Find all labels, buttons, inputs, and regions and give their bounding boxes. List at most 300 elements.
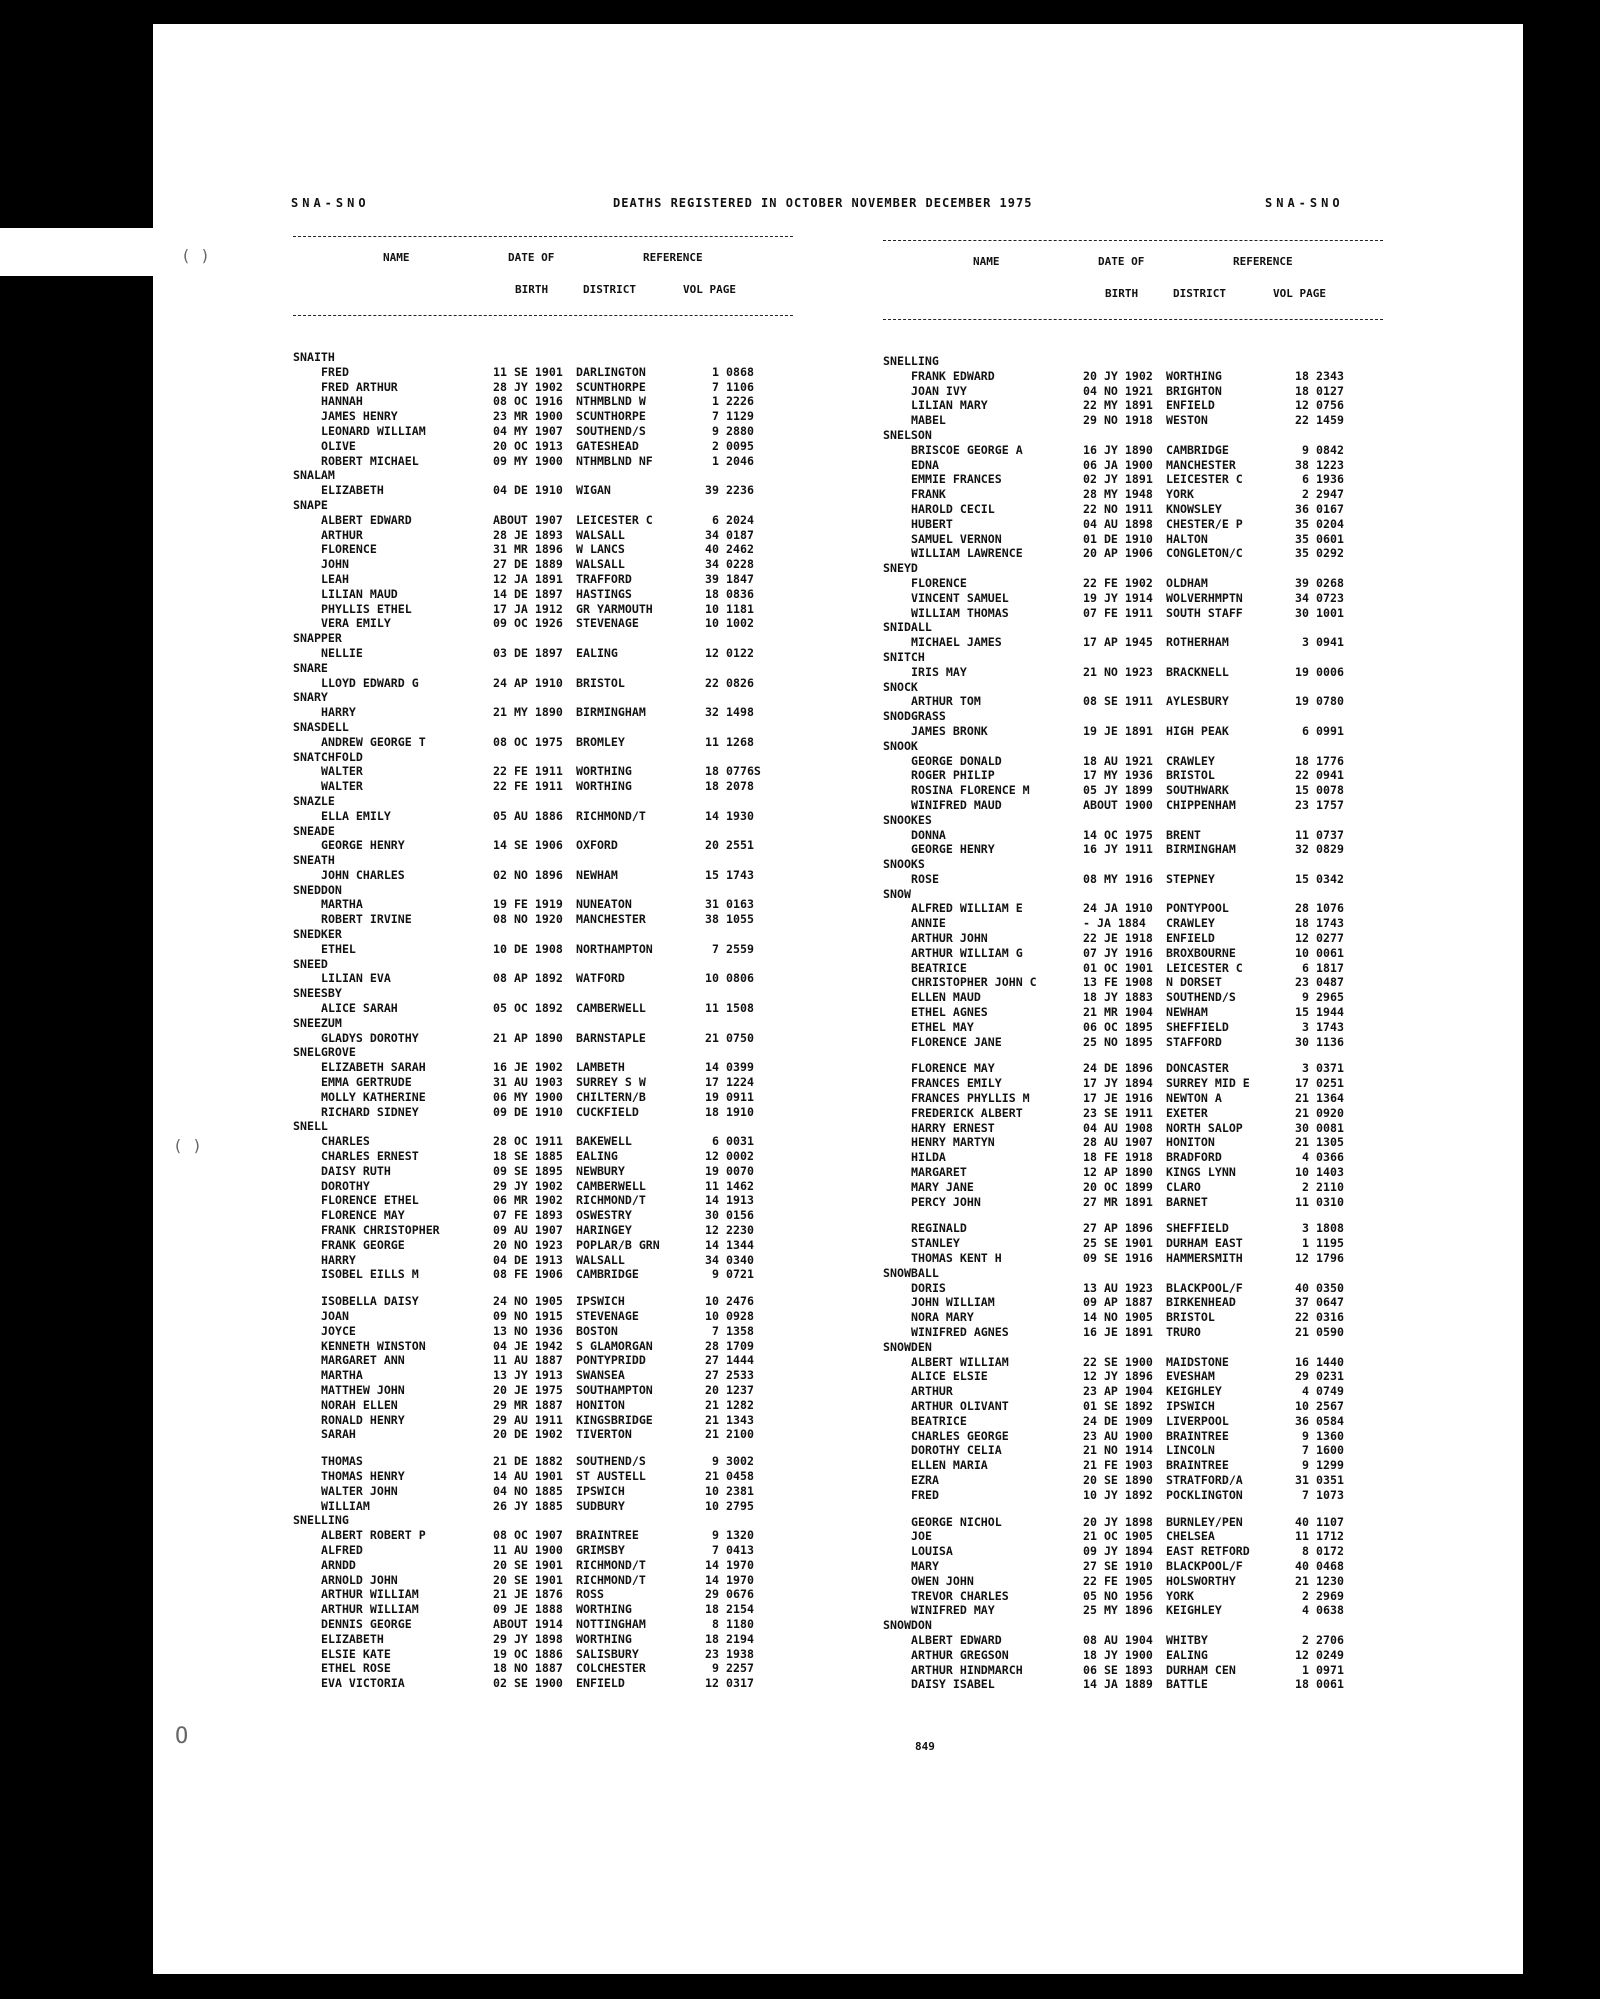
surname-heading: SNATCHFOLD (293, 749, 363, 764)
given-name: TREVOR CHARLES (911, 1588, 1009, 1603)
birth-date: 21 AP 1890 (493, 1030, 563, 1045)
surname-heading: SNOWDEN (883, 1339, 932, 1354)
death-entry (293, 1309, 793, 1324)
birth-date: 13 NO 1936 (493, 1323, 563, 1338)
district-name: BRISTOL (1166, 1310, 1215, 1325)
birth-date: 19 FE 1919 (493, 897, 563, 912)
birth-date: 25 MY 1896 (1083, 1603, 1153, 1618)
volume-number: 3 (1302, 1221, 1309, 1236)
page-ref: 0251 (1316, 1076, 1344, 1091)
death-entry (883, 472, 1383, 487)
date-of-heading: DATE OF (508, 251, 555, 264)
given-name: WALTER (321, 779, 363, 794)
birth-date: 18 JY 1900 (1083, 1647, 1153, 1662)
volume-number: 14 (705, 808, 719, 823)
death-entry (293, 1105, 793, 1120)
given-name: MICHAEL JAMES (911, 635, 1002, 650)
volume-number: 21 (705, 1427, 719, 1442)
death-entry (293, 1469, 793, 1484)
volume-number: 39 (1295, 575, 1309, 590)
birth-date: 29 NO 1918 (1083, 413, 1153, 428)
death-entry (293, 1427, 793, 1442)
page-ref: 0468 (1316, 1558, 1344, 1573)
birth-date: 20 JE 1975 (493, 1382, 563, 1397)
district-name: S GLAMORGAN (576, 1338, 653, 1353)
birth-date: 06 MY 1900 (493, 1089, 563, 1104)
death-entry (883, 1035, 1383, 1050)
birth-date: 20 JY 1902 (1083, 368, 1153, 383)
surname-heading: SNELGROVE (293, 1045, 356, 1060)
surname-heading: SNAITH (293, 350, 335, 364)
death-entry (293, 513, 793, 528)
given-name: ALBERT EDWARD (911, 1632, 1002, 1647)
entry-gap (883, 1503, 1383, 1515)
district-name: GATESHEAD (576, 438, 639, 453)
death-entry (293, 646, 793, 661)
district-name: W LANCS (576, 542, 625, 557)
right-column (883, 240, 1383, 1692)
given-name: ALBERT ROBERT P (321, 1528, 426, 1543)
page-ref: 1364 (1316, 1091, 1344, 1106)
page-ref: 1944 (1316, 1005, 1344, 1020)
surname-heading: SNELLING (883, 354, 939, 368)
death-entry (293, 572, 793, 587)
page-ref: 0366 (1316, 1150, 1344, 1165)
volume-number: 28 (705, 1338, 719, 1353)
district-name: COLCHESTER (576, 1661, 646, 1676)
death-entry (293, 616, 793, 631)
volume-number: 7 (712, 409, 719, 424)
given-name: BEATRICE (911, 960, 967, 975)
district-name: NEWBURY (576, 1163, 625, 1178)
given-name: JOHN WILLIAM (911, 1295, 995, 1310)
district-name: ROTHERHAM (1166, 635, 1229, 650)
volume-number: 10 (1295, 1165, 1309, 1180)
given-name: NORA MARY (911, 1310, 974, 1325)
given-name: FRED (321, 364, 349, 379)
death-entry (293, 454, 793, 469)
district-name: OXFORD (576, 838, 618, 853)
surname-heading: SNEADE (293, 823, 335, 838)
birth-date: 31 AU 1903 (493, 1075, 563, 1090)
death-entry (293, 735, 793, 750)
header-title: DEATHS REGISTERED IN OCTOBER NOVEMBER DECEMBER 1975 (613, 196, 1033, 210)
district-name: SHEFFIELD (1166, 1221, 1229, 1236)
birth-date: 02 JY 1891 (1083, 472, 1153, 487)
birth-date: 08 SE 1911 (1083, 694, 1153, 709)
given-name: VINCENT SAMUEL (911, 590, 1009, 605)
given-name: MATTHEW JOHN (321, 1382, 405, 1397)
volume-number: 3 (1302, 1019, 1309, 1034)
left-column (293, 236, 793, 1691)
surname-heading: SNOWDON (883, 1618, 932, 1633)
given-name: ARTHUR GREGSON (911, 1647, 1009, 1662)
volume-number: 35 (1295, 516, 1309, 531)
volume-number: 12 (1295, 1647, 1309, 1662)
volume-number: 21 (1295, 1325, 1309, 1339)
page-ref: 0647 (1316, 1295, 1344, 1310)
death-entry (293, 1558, 793, 1573)
given-name: RONALD HENRY (321, 1412, 405, 1427)
volume-number: 11 (705, 734, 719, 749)
volume-number: 17 (1295, 1076, 1309, 1091)
district-name: EALING (1166, 1647, 1208, 1662)
death-entry (883, 1295, 1383, 1310)
death-entry (293, 528, 793, 543)
district-name: STEVENAGE (576, 616, 639, 631)
district-name: CHELSEA (1166, 1529, 1215, 1544)
birth-date: 24 AP 1910 (493, 675, 563, 690)
birth-date: 04 DE 1910 (493, 483, 563, 498)
death-entry (293, 764, 793, 779)
district-name: YORK (1166, 487, 1194, 502)
punch-hole-icon: ( ) (173, 1136, 202, 1155)
given-name: LEAH (321, 571, 349, 586)
page-ref: 0590 (1316, 1325, 1344, 1339)
page-ref: 0316 (1316, 1310, 1344, 1325)
birth-date: 19 JY 1914 (1083, 590, 1153, 605)
given-name: FRANK GEORGE (321, 1237, 405, 1252)
district-name: BIRMINGHAM (1166, 842, 1236, 857)
given-name: NORAH ELLEN (321, 1397, 398, 1412)
district-name: HALTON (1166, 531, 1208, 546)
birth-date: 04 JE 1942 (493, 1338, 563, 1353)
volume-number: 21 (705, 1468, 719, 1483)
birth-date: 14 AU 1901 (493, 1468, 563, 1483)
page-ref: 0928 (726, 1309, 754, 1323)
birth-date: 22 FE 1911 (493, 764, 563, 779)
volume-number: 39 (705, 571, 719, 586)
birth-date: 25 SE 1901 (1083, 1236, 1153, 1251)
death-entry (293, 1543, 793, 1558)
page-ref: 0268 (1316, 575, 1344, 590)
page-ref: 0941 (1316, 768, 1344, 783)
volume-number: 35 (1295, 546, 1309, 561)
district-name: OSWESTRY (576, 1208, 632, 1223)
birth-date: 02 NO 1896 (493, 867, 563, 882)
volume-number: 12 (1295, 1251, 1309, 1266)
district-heading: DISTRICT (1173, 287, 1226, 300)
reference-heading: REFERENCE (1233, 255, 1293, 268)
given-name: ALFRED WILLIAM E (911, 901, 1023, 916)
given-name: ARNOLD JOHN (321, 1572, 398, 1587)
given-name: CHARLES (321, 1134, 370, 1149)
page-ref: 2462 (726, 542, 754, 557)
volume-number: 32 (705, 705, 719, 720)
page-ref: 1107 (1316, 1514, 1344, 1529)
page-ref: 0340 (726, 1252, 754, 1267)
volume-number: 1 (712, 453, 719, 468)
district-name: CONGLETON/C (1166, 546, 1243, 561)
volume-number: 3 (1302, 635, 1309, 650)
given-name: KENNETH WINSTON (321, 1338, 426, 1353)
page-ref: 1195 (1316, 1236, 1344, 1251)
page-ref: 0342 (1316, 871, 1344, 886)
left-column-header (293, 236, 793, 316)
given-name: HARRY ERNEST (911, 1120, 995, 1135)
birth-date: ABOUT 1900 (1083, 797, 1153, 812)
district-name: WALSALL (576, 527, 625, 542)
page-ref: 1224 (726, 1075, 754, 1090)
given-name: ARTHUR TOM (911, 694, 981, 709)
volume-number: 10 (1295, 1398, 1309, 1413)
volume-number: 16 (1295, 1354, 1309, 1369)
page-ref: 0826 (726, 675, 754, 690)
district-name: ENFIELD (576, 1676, 625, 1691)
page-ref: 1913 (726, 1193, 754, 1208)
volume-number: 15 (1295, 871, 1309, 886)
death-entry (883, 413, 1383, 428)
death-entry (293, 1632, 793, 1647)
death-entry (883, 1559, 1383, 1574)
page-ref: 0941 (1316, 635, 1344, 650)
birth-date: 09 OC 1926 (493, 616, 563, 631)
death-entry (883, 1648, 1383, 1663)
death-entry (883, 1589, 1383, 1604)
district-name: LEICESTER C (1166, 472, 1243, 487)
birth-date: 18 AU 1921 (1083, 753, 1153, 768)
page-ref: 1743 (726, 867, 754, 882)
volume-number: 21 (705, 1397, 719, 1412)
district-name: HAMMERSMITH (1166, 1251, 1243, 1266)
death-entry (293, 1484, 793, 1499)
birth-date: 20 NO 1923 (493, 1237, 563, 1252)
given-name: DAISY RUTH (321, 1163, 391, 1178)
page-ref: 2110 (1316, 1179, 1344, 1194)
birth-date: 20 SE 1901 (493, 1557, 563, 1572)
district-name: NTHMBLND NF (576, 453, 653, 468)
page-ref: 1237 (726, 1382, 754, 1397)
district-name: WIGAN (576, 483, 611, 498)
district-name: CAMBRIDGE (576, 1267, 639, 1282)
surname-heading: SNOWBALL (883, 1265, 939, 1280)
death-entry (293, 542, 793, 557)
district-name: ST AUSTELL (576, 1468, 646, 1483)
vol-page-heading: VOL PAGE (1273, 287, 1326, 300)
district-name: KINGSBRIDGE (576, 1412, 653, 1427)
death-entry (883, 635, 1383, 650)
district-name: NUNEATON (576, 897, 632, 912)
birth-date: 09 JY 1894 (1083, 1544, 1153, 1559)
entry-gap (293, 1282, 793, 1294)
given-name: ARNDD (321, 1557, 356, 1572)
page-ref: 0676 (726, 1587, 754, 1602)
death-entry (883, 1251, 1383, 1266)
volume-number: 1 (1302, 1662, 1309, 1677)
death-entry (293, 1075, 793, 1090)
death-entry (883, 872, 1383, 887)
given-name: ISOBELLA DAISY (321, 1294, 419, 1309)
district-name: SURREY S W (576, 1075, 646, 1090)
volume-number: 2 (1302, 1588, 1309, 1603)
page-ref: 1358 (726, 1323, 754, 1338)
district-name: WORTHING (576, 764, 632, 779)
register-page (153, 24, 1523, 1974)
given-name: SARAH (321, 1427, 356, 1442)
volume-number: 6 (712, 512, 719, 527)
volume-number: 18 (1295, 916, 1309, 931)
volume-number: 15 (705, 867, 719, 882)
volume-number: 11 (705, 1178, 719, 1193)
birth-date: 23 AP 1904 (1083, 1384, 1153, 1399)
district-name: BARNET (1166, 1194, 1208, 1209)
district-name: TIVERTON (576, 1427, 632, 1442)
volume-number: 15 (1295, 783, 1309, 798)
district-name: WALSALL (576, 557, 625, 572)
given-name: WILLIAM LAWRENCE (911, 546, 1023, 561)
death-entry (293, 1134, 793, 1149)
district-name: BOSTON (576, 1323, 618, 1338)
volume-number: 27 (705, 1368, 719, 1383)
birth-date: 06 OC 1895 (1083, 1019, 1153, 1034)
district-name: YORK (1166, 1588, 1194, 1603)
death-entry (293, 409, 793, 424)
district-name: STAFFORD (1166, 1034, 1222, 1049)
page-ref: 0487 (1316, 975, 1344, 990)
volume-number: 12 (705, 1223, 719, 1238)
birth-date: 01 SE 1892 (1083, 1398, 1153, 1413)
birth-date: 05 OC 1892 (493, 1001, 563, 1016)
district-name: CAMBERWELL (576, 1178, 646, 1193)
death-entry (883, 591, 1383, 606)
volume-number: 8 (712, 1616, 719, 1631)
page-ref: 1600 (1316, 1443, 1344, 1458)
district-name: BROXBOURNE (1166, 945, 1236, 960)
death-entry (293, 1179, 793, 1194)
death-entry (883, 369, 1383, 384)
birth-date: 21 DE 1882 (493, 1454, 563, 1469)
page-ref: 0971 (1316, 1662, 1344, 1677)
death-entry (883, 487, 1383, 502)
death-entry (883, 1310, 1383, 1325)
volume-number: 2 (712, 438, 719, 453)
volume-number: 7 (1302, 1487, 1309, 1502)
birth-date: 18 JY 1883 (1083, 990, 1153, 1005)
given-name: FRED (911, 1487, 939, 1502)
volume-number: 34 (1295, 590, 1309, 605)
given-name: EVA VICTORIA (321, 1676, 405, 1691)
death-entry (883, 1281, 1383, 1296)
vol-page-heading: VOL PAGE (683, 283, 736, 296)
death-entry (883, 665, 1383, 680)
district-name: LINCOLN (1166, 1443, 1215, 1458)
given-name: JOAN IVY (911, 383, 967, 398)
given-name: THOMAS KENT H (911, 1251, 1002, 1266)
district-name: CLARO (1166, 1179, 1201, 1194)
volume-number: 21 (705, 1030, 719, 1045)
birth-date: 09 JE 1888 (493, 1602, 563, 1617)
birth-date: 09 DE 1910 (493, 1104, 563, 1119)
right-column-header (883, 240, 1383, 320)
given-name: WILLIAM THOMAS (911, 605, 1009, 620)
district-name: BLACKPOOL/F (1166, 1558, 1243, 1573)
district-name: IPSWICH (1166, 1398, 1215, 1413)
given-name: GLADYS DOROTHY (321, 1030, 419, 1045)
birth-date: 14 SE 1906 (493, 838, 563, 853)
page-ref: 0756 (1316, 398, 1344, 413)
birth-date: 28 JE 1893 (493, 527, 563, 542)
birth-date: 14 JA 1889 (1083, 1677, 1153, 1692)
volume-number: 31 (1295, 1472, 1309, 1487)
birth-date: 23 SE 1911 (1083, 1105, 1153, 1120)
birth-date: 22 NO 1911 (1083, 501, 1153, 516)
page-ref: 1444 (726, 1353, 754, 1368)
surname-heading: SNIDALL (883, 620, 932, 635)
given-name: FREDERICK ALBERT (911, 1105, 1023, 1120)
birth-date: 21 MR 1904 (1083, 1005, 1153, 1020)
volume-number: 10 (1295, 945, 1309, 960)
district-name: BRISTOL (1166, 768, 1215, 783)
given-name: ROSE (911, 871, 939, 886)
surname-heading: SNEED (293, 956, 328, 971)
volume-number: 40 (1295, 1558, 1309, 1573)
given-name: ALBERT EDWARD (321, 512, 412, 527)
district-name: DURHAM EAST (1166, 1236, 1243, 1251)
birth-date: 27 SE 1910 (1083, 1558, 1153, 1573)
volume-number: 31 (705, 897, 719, 912)
district-name: BIRKENHEAD (1166, 1295, 1236, 1310)
page-ref: 1223 (1316, 457, 1344, 472)
given-name: GEORGE DONALD (911, 753, 1002, 768)
given-name: ROGER PHILIP (911, 768, 995, 783)
death-entry (883, 1325, 1383, 1340)
district-name: EVESHAM (1166, 1369, 1215, 1384)
death-entry (883, 384, 1383, 399)
page-ref: 1230 (1316, 1573, 1344, 1588)
volume-number: 12 (705, 1149, 719, 1164)
page-ref: 0749 (1316, 1384, 1344, 1399)
birth-date: 20 SE 1901 (493, 1572, 563, 1587)
birth-date: 22 FE 1911 (493, 779, 563, 794)
given-name: OWEN JOHN (911, 1573, 974, 1588)
surname-heading: SNOCK (883, 679, 918, 694)
district-name: WALSALL (576, 1252, 625, 1267)
surname-heading: SNEEZUM (293, 1015, 342, 1030)
volume-number: 18 (1295, 368, 1309, 383)
death-entry (883, 1663, 1383, 1678)
death-entry (883, 1677, 1383, 1692)
death-entry (883, 1515, 1383, 1530)
reference-heading: REFERENCE (643, 251, 703, 264)
volume-number: 9 (712, 1454, 719, 1469)
birth-date: ABOUT 1914 (493, 1616, 563, 1631)
given-name: HAROLD CECIL (911, 501, 995, 516)
given-name: ROSINA FLORENCE M (911, 783, 1030, 798)
volume-number: 22 (1295, 1310, 1309, 1325)
given-name: JAMES BRONK (911, 723, 988, 738)
volume-number: 21 (1295, 1573, 1309, 1588)
page-ref: 1508 (726, 1001, 754, 1016)
volume-number: 17 (705, 1075, 719, 1090)
birth-date: 17 JY 1894 (1083, 1076, 1153, 1091)
page-ref: 0829 (1316, 842, 1344, 857)
birth-date: 08 OC 1916 (493, 394, 563, 409)
death-entry (883, 1414, 1383, 1429)
page-ref: 1847 (726, 571, 754, 586)
given-name: ANNIE (911, 916, 946, 931)
district-name: MANCHESTER (1166, 457, 1236, 472)
death-entry (293, 557, 793, 572)
given-name: FRANK EDWARD (911, 368, 995, 383)
page-ref: 0350 (1316, 1280, 1344, 1295)
district-name: RICHMOND/T (576, 1193, 646, 1208)
volume-number: 10 (705, 601, 719, 616)
district-name: AYLESBURY (1166, 694, 1229, 709)
death-entry (883, 1384, 1383, 1399)
death-entry (293, 1031, 793, 1046)
given-name: ARTHUR JOHN (911, 931, 988, 946)
page-ref: 0070 (726, 1163, 754, 1178)
